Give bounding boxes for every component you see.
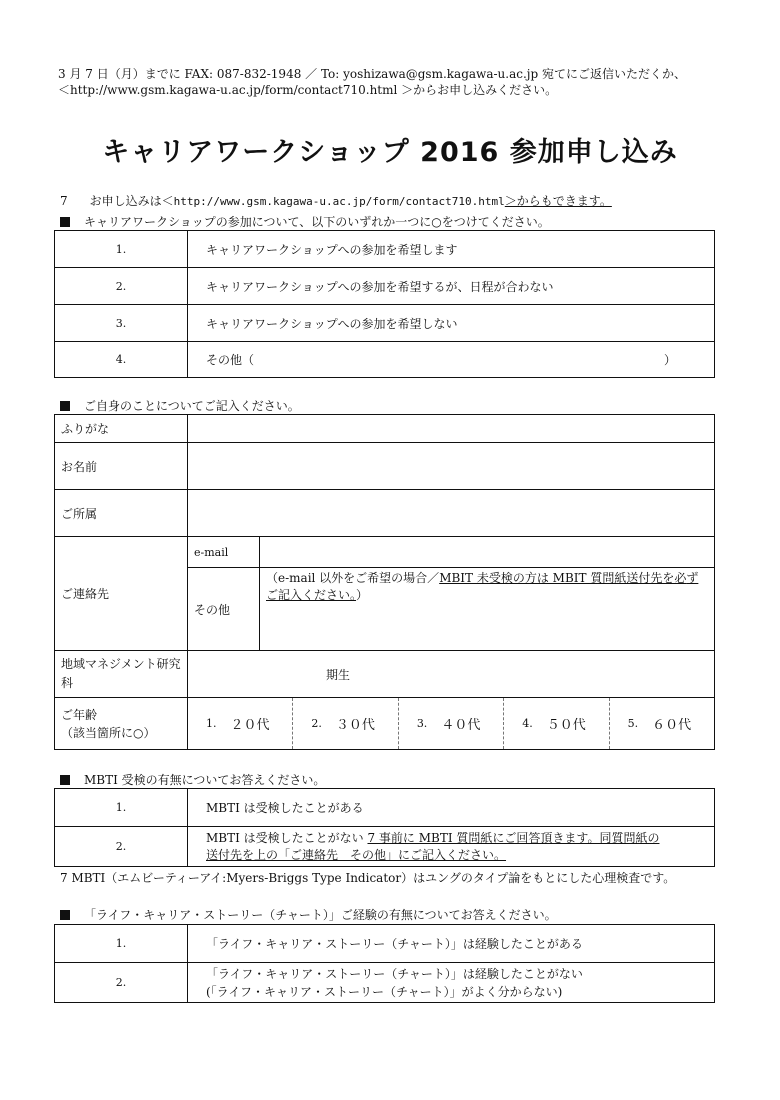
mbti-option-row[interactable] xyxy=(55,827,715,867)
option-text: キャリアワークショップへの参加を希望します xyxy=(188,231,715,268)
life-career-unsure-text: (「ライフ・キャリア・ストーリー（チャート）」がよく分からない) xyxy=(206,984,563,999)
option-number: 2. xyxy=(55,268,188,305)
school-label: 地域マネジメント研究科 xyxy=(55,651,188,698)
section4-heading xyxy=(60,906,557,923)
option-text: キャリアワークショップへの参加を希望しない xyxy=(188,305,715,342)
age-option-number: 1. xyxy=(206,717,217,730)
mbti-note: 7 事前に MBTI 質問紙にご回答頂きます。同質問紙の xyxy=(367,830,660,845)
life-career-no-text: 「ライフ・キャリア・ストーリー（チャート）」は経験したことがない xyxy=(206,966,583,981)
section2-heading xyxy=(60,397,300,414)
option-number: 1. xyxy=(55,231,188,268)
name-label: お名前 xyxy=(55,443,188,490)
age-label-sub: （該当箇所に○） xyxy=(61,725,156,740)
note-suffix: ＞からもできます。 xyxy=(504,194,612,208)
option-number: 2. xyxy=(55,827,188,867)
participation-options-table xyxy=(54,230,715,378)
mbti-footnote: 7 MBTI（エムビーティーアイ:Myers-Briggs Type Indicator）はユングのタイプ論をもとにした心理検査です。 xyxy=(60,871,676,885)
option-other-close: ） xyxy=(663,353,676,367)
age-option[interactable] xyxy=(293,698,398,749)
option-other-label: その他（ xyxy=(206,353,255,367)
option-number: 1. xyxy=(55,925,188,963)
age-option-number: 4. xyxy=(522,717,533,730)
mbti-options-table xyxy=(54,788,715,867)
section3-heading-text: MBTI 受検の有無についてお答えください。 xyxy=(84,773,326,787)
option-other[interactable] xyxy=(188,342,715,378)
age-option-number: 5. xyxy=(627,717,639,730)
age-options xyxy=(188,698,715,750)
other-contact-field[interactable] xyxy=(260,568,715,651)
mbti-note-2: 送付先を上の「ご連絡先 その他」にご記入ください。 xyxy=(206,847,507,862)
age-option-number: 2. xyxy=(311,717,322,730)
age-option-number: 3. xyxy=(416,717,428,730)
header-line-1: 3 月 7 日（月）までに FAX: 087-832-1948 ／ To: yoshizawa@gsm.kagawa-u.ac.jp 宛てにご返信いただくか、 xyxy=(58,67,686,81)
other-note-a: （e-mail 以外をご希望の場合／ xyxy=(266,571,440,585)
participation-option-row[interactable] xyxy=(55,305,715,342)
cohort-label: 期生 xyxy=(326,667,351,682)
age-label-text: ご年齢 xyxy=(61,707,98,722)
other-note-d: ） xyxy=(356,588,369,602)
age-option-text: ６０代 xyxy=(652,718,692,733)
email-field[interactable] xyxy=(260,537,715,568)
life-career-options-table xyxy=(54,924,715,1003)
affiliation-label: ご所属 xyxy=(55,490,188,537)
section1-heading-text: キャリアワークショップの参加について、以下のいずれか一つに○をつけてください。 xyxy=(84,215,550,229)
option-text: MBTI は受検したことがある xyxy=(188,789,715,827)
name-field[interactable] xyxy=(188,443,715,490)
other-contact-label: その他 xyxy=(188,568,260,651)
note-prefix: お申し込みは＜ xyxy=(89,194,174,208)
square-bullet-icon xyxy=(60,217,70,227)
form-url-link[interactable]: http://www.gsm.kagawa-u.ac.jp/form/contact710.html xyxy=(173,195,505,208)
affiliation-field[interactable] xyxy=(188,490,715,537)
section3-heading xyxy=(60,771,325,788)
age-option[interactable] xyxy=(399,698,504,749)
option-number: 2. xyxy=(55,963,188,1003)
age-option[interactable] xyxy=(610,698,714,749)
life-career-option-row[interactable] xyxy=(55,963,715,1003)
square-bullet-icon xyxy=(60,401,70,411)
option-text: 「ライフ・キャリア・ストーリー（チャート）」は経験したことがある xyxy=(188,925,715,963)
section2-heading-text: ご自身のことについてご記入ください。 xyxy=(84,399,300,413)
other-note-b: MBIT 未受検の方は MBIT 質問紙送付先を必 xyxy=(439,571,687,585)
participation-option-row[interactable] xyxy=(55,342,715,378)
square-bullet-icon xyxy=(60,910,70,920)
age-option[interactable] xyxy=(504,698,609,749)
option-text: キャリアワークショップへの参加を希望するが、日程が合わない xyxy=(188,268,715,305)
section1-heading xyxy=(60,213,550,230)
square-bullet-icon xyxy=(60,775,70,785)
participation-option-row[interactable] xyxy=(55,231,715,268)
age-option-text: ４０代 xyxy=(441,718,481,733)
online-note xyxy=(60,193,612,210)
age-option-text: ５０代 xyxy=(546,718,586,733)
other-note-c: ずご記入ください。 xyxy=(266,571,699,602)
page-title: キャリアワークショップ 2016 参加申し込み xyxy=(102,137,678,168)
age-option-text: ２０代 xyxy=(230,718,270,733)
option-text xyxy=(188,963,715,1003)
mbti-option-row[interactable] xyxy=(55,789,715,827)
age-option[interactable] xyxy=(188,698,293,749)
option-number: 1. xyxy=(55,789,188,827)
contact-label: ご連絡先 xyxy=(55,537,188,651)
life-career-option-row[interactable] xyxy=(55,925,715,963)
email-label: e-mail xyxy=(188,537,260,568)
mbti-no-text: MBTI は受検したことがない xyxy=(206,830,368,845)
furigana-label: ふりがな xyxy=(55,415,188,443)
participation-option-row[interactable] xyxy=(55,268,715,305)
cohort-field[interactable] xyxy=(188,651,715,698)
age-label xyxy=(55,698,188,750)
header-line-2: ＜http://www.gsm.kagawa-u.ac.jp/form/contact710.html ＞からお申し込みください。 xyxy=(58,83,558,97)
note-mark: 7 xyxy=(60,194,68,208)
age-option-text: ３０代 xyxy=(335,718,375,733)
furigana-field[interactable] xyxy=(188,415,715,443)
section4-heading-text: 「ライフ・キャリア・ストーリー（チャート）」ご経験の有無についてお答えください。 xyxy=(84,908,557,922)
option-number: 4. xyxy=(55,342,188,378)
option-number: 3. xyxy=(55,305,188,342)
personal-info-table xyxy=(54,414,715,750)
option-text xyxy=(188,827,715,867)
